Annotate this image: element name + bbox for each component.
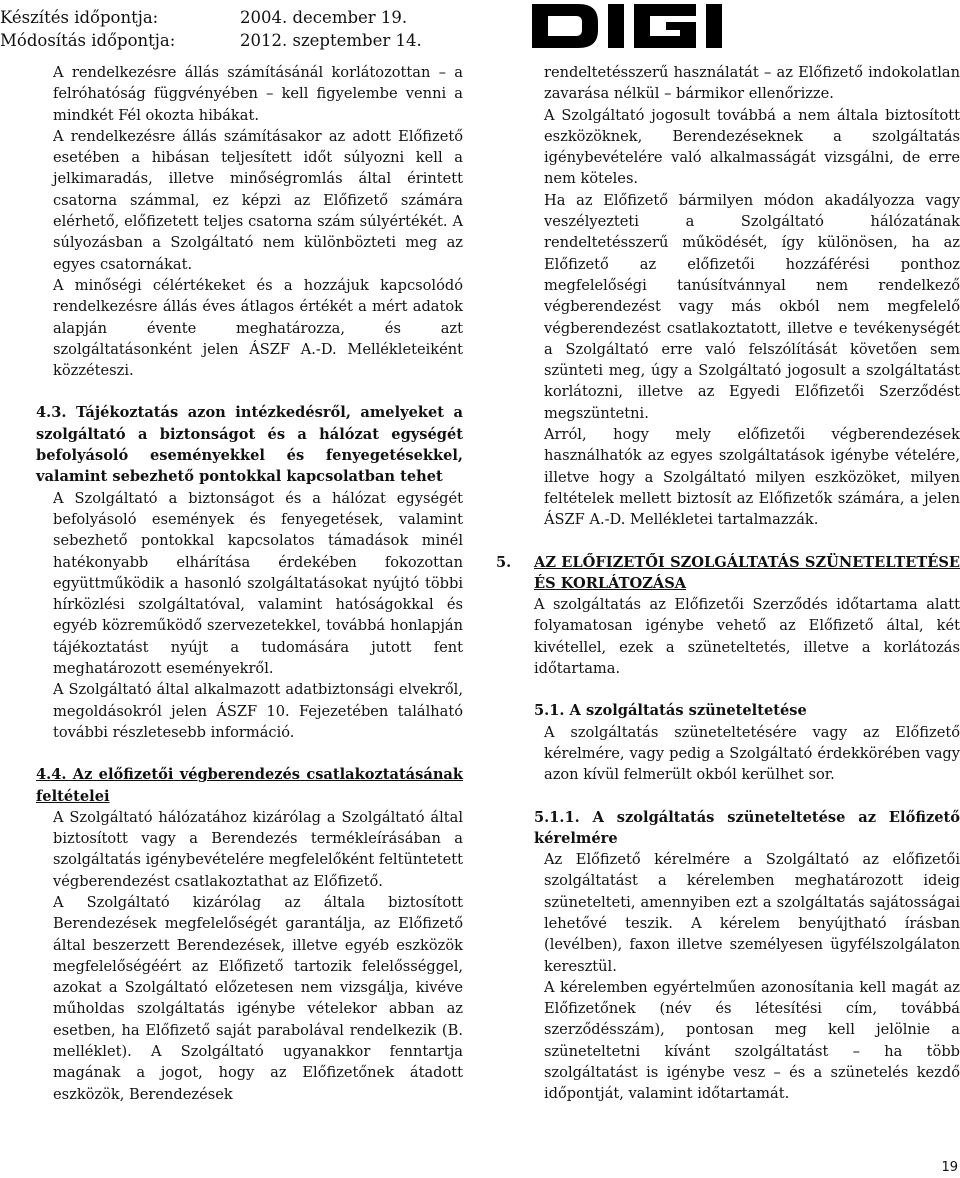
left-column <box>36 62 463 1105</box>
paragraph: A rendelkezésre állás számításakor az adott Előfizető esetében a hibásan teljesített időt súlyozni kell a jelkimaradás, illetve minőségromlás által érintett csatorna számmal, ez képzi az Előfizető számára elérhető, előfizetett teljes csatorna szám súlyértékét. A súlyozásban a Szolgáltató nem különbözteti meg az egyes csatornákat. <box>53 127 463 273</box>
paragraph: Az Előfizető kérelmére a Szolgáltató az előfizetői szolgáltatást a kérelemben meghatározott ideig szünetelteti, amennyiben ezt a szolgáltatás sajátosságai lehetővé teszik. A kérelem benyújtható írásban (levélben), faxon illetve személyesen ügyfélszolgálaton keresztül. <box>544 851 960 975</box>
paragraph: A Szolgáltató a biztonságot és a hálózat egységét befolyásoló események és fenyegetések, valamint sebezhető pontokkal kapcsolatos támadások minél hatékonyabb elhárítása érdekében fokozottan együttműködik a hasonló szolgáltatásokat nyújtó többi hírközlési szolgáltatóval, valamint hatóságokkal és egyéb közreműködő szervezetekkel, továbbá honlapján tájékoztatást nyújt a tudomására jutott fent meghatározott eseményekről. <box>53 489 463 678</box>
modified-label: Módosítás időpontja: <box>0 31 176 50</box>
paragraph: A Szolgáltató hálózatához kizárólag a Szolgáltató által biztosított vagy a Berendezés termékleírásában a szolgáltatás igénybevételére megfelelőként feltüntetett végberendezést csatlakoztathat az Előfizető. <box>53 808 463 890</box>
paragraph: Arról, hogy mely előfizetői végberendezések használhatók az egyes szolgáltatások igénybe vételére, illetve hogy a Szolgáltató milyen eszközöket, milyen feltételek mellett biztosít az Előfizetők számára, a jelen ÁSZF A.-D. Mellékletei tartalmazzák. <box>544 426 960 529</box>
section-heading-4-3: 4.3. Tájékoztatás azon intézkedésről, amelyeket a szolgáltató a biztonságot és a hálózat egységét befolyásoló eseményekkel és fenyegetésekkel, valamint sebezhető pontokkal kapcsolatban tehet <box>36 404 463 486</box>
section-heading-5-1: 5.1. A szolgáltatás szüneteltetése <box>534 702 807 720</box>
paragraph: A minőségi célértékeket és a hozzájuk kapcsolódó rendelkezésre állás éves átlagos értékét a mért adatok alapján évente meghatározza, és azt szolgáltatásonként jelen ÁSZF A.-D. Mellékleteiként közzéteszi. <box>53 276 463 380</box>
paragraph: A Szolgáltató kizárólag az általa biztosított Berendezések megfelelőségét garantálja, az Előfizető által beszerzett Berendezések, illetve egyéb eszközök megfelelőségéért az Előfizető tartozik felelősséggel, azokat a Szolgáltató előzetesen nem vizsgálja, kivéve műholdas szolgáltatás igénybe vételekor abban az esetben, ha Előfizető saját parabolával rendelkezik (B. melléklet). A Szolgáltató ugyanakkor fenntartja magának a jogot, hogy az Előfizetőnek átadott eszközök, Berendezések <box>53 893 463 1103</box>
paragraph: A szolgáltatás az Előfizetői Szerződés időtartama alatt folyamatosan igénybe vehető az Előfizető által, két kivétellel, ezek a szüneteltetés, illetve a korlátozás időtartama. <box>534 596 960 678</box>
digi-logo <box>530 0 792 50</box>
paragraph: A kérelemben egyértelműen azonosítania kell magát az Előfizetőnek (név és létesítési cím, továbbá szerződésszám), pontosan meg kell jelölnie a szüneteltetni kívánt szolgáltatást – ha több szolgáltatást is igénybe vesz – és a szünetelés kezdő időpontját, valamint időtartamát. <box>544 978 960 1103</box>
section-heading-5 <box>496 552 960 595</box>
created-date: 2004. december 19. <box>240 8 408 27</box>
paragraph: A szolgáltatás szüneteltetésére vagy az Előfizető kérelmére, vagy pedig a Szolgáltató érdekkörében vagy azon kívül felmerült okból kerülhet sor. <box>544 723 960 784</box>
paragraph: A rendelkezésre állás számításánál korlátozottan – a felróhatóság függvényében – kell figyelembe venni a mindkét Fél okozta hibákat. <box>53 64 463 124</box>
modified-date: 2012. szeptember 14. <box>240 31 422 50</box>
created-label: Készítés időpontja: <box>0 8 159 27</box>
logo-text: DIGI <box>530 0 533 1</box>
right-column <box>496 62 960 1105</box>
document-meta <box>0 6 422 52</box>
section-heading-5-1-1: 5.1.1. A szolgáltatás szüneteltetése az Előfizető kérelmére <box>534 808 960 847</box>
section-number: 5. <box>496 553 512 571</box>
section-title: AZ ELŐFIZETŐI SZOLGÁLTATÁS SZÜNETELTETÉSE ÉS KORLÁTOZÁSA <box>534 553 960 592</box>
section-heading-4-4: 4.4. Az előfizetői végberendezés csatlakoztatásának feltételei <box>36 766 463 805</box>
paragraph: rendeltetésszerű használatát – az Előfizető indokolatlan zavarása nélkül – bármikor ellenőrizze. <box>544 64 960 103</box>
page-number: 19 <box>941 1160 958 1175</box>
paragraph: A Szolgáltató jogosult továbbá a nem általa biztosított eszközöknek, Berendezéseknek a szolgáltatás igénybevételére való alkalmasságát vizsgálni, de erre nem köteles. <box>544 106 960 188</box>
paragraph: Ha az Előfizető bármilyen módon akadályozza vagy veszélyezteti a Szolgáltató hálózatának rendeltetésszerű működését, így különösen, ha az Előfizető az előfizetői hozzáférési ponthoz megfelelőségi tanúsítvánnyal nem rendelkező végberendezést vagy más okból nem megfelelő végberendezést csatlakoztatott, illetve e tevékenységét a Szolgáltató erre való felszólítását követően sem szünteti meg, úgy a Szolgáltató jogosult a szolgáltatást korlátozni, illetve az Egyedi Előfizetői Szerződést megszüntetni. <box>544 191 960 422</box>
paragraph: A Szolgáltató által alkalmazott adatbiztonsági elvekről, megoldásokról jelen ÁSZF 10. Fejezetében található további részletesebb információ. <box>53 681 463 741</box>
